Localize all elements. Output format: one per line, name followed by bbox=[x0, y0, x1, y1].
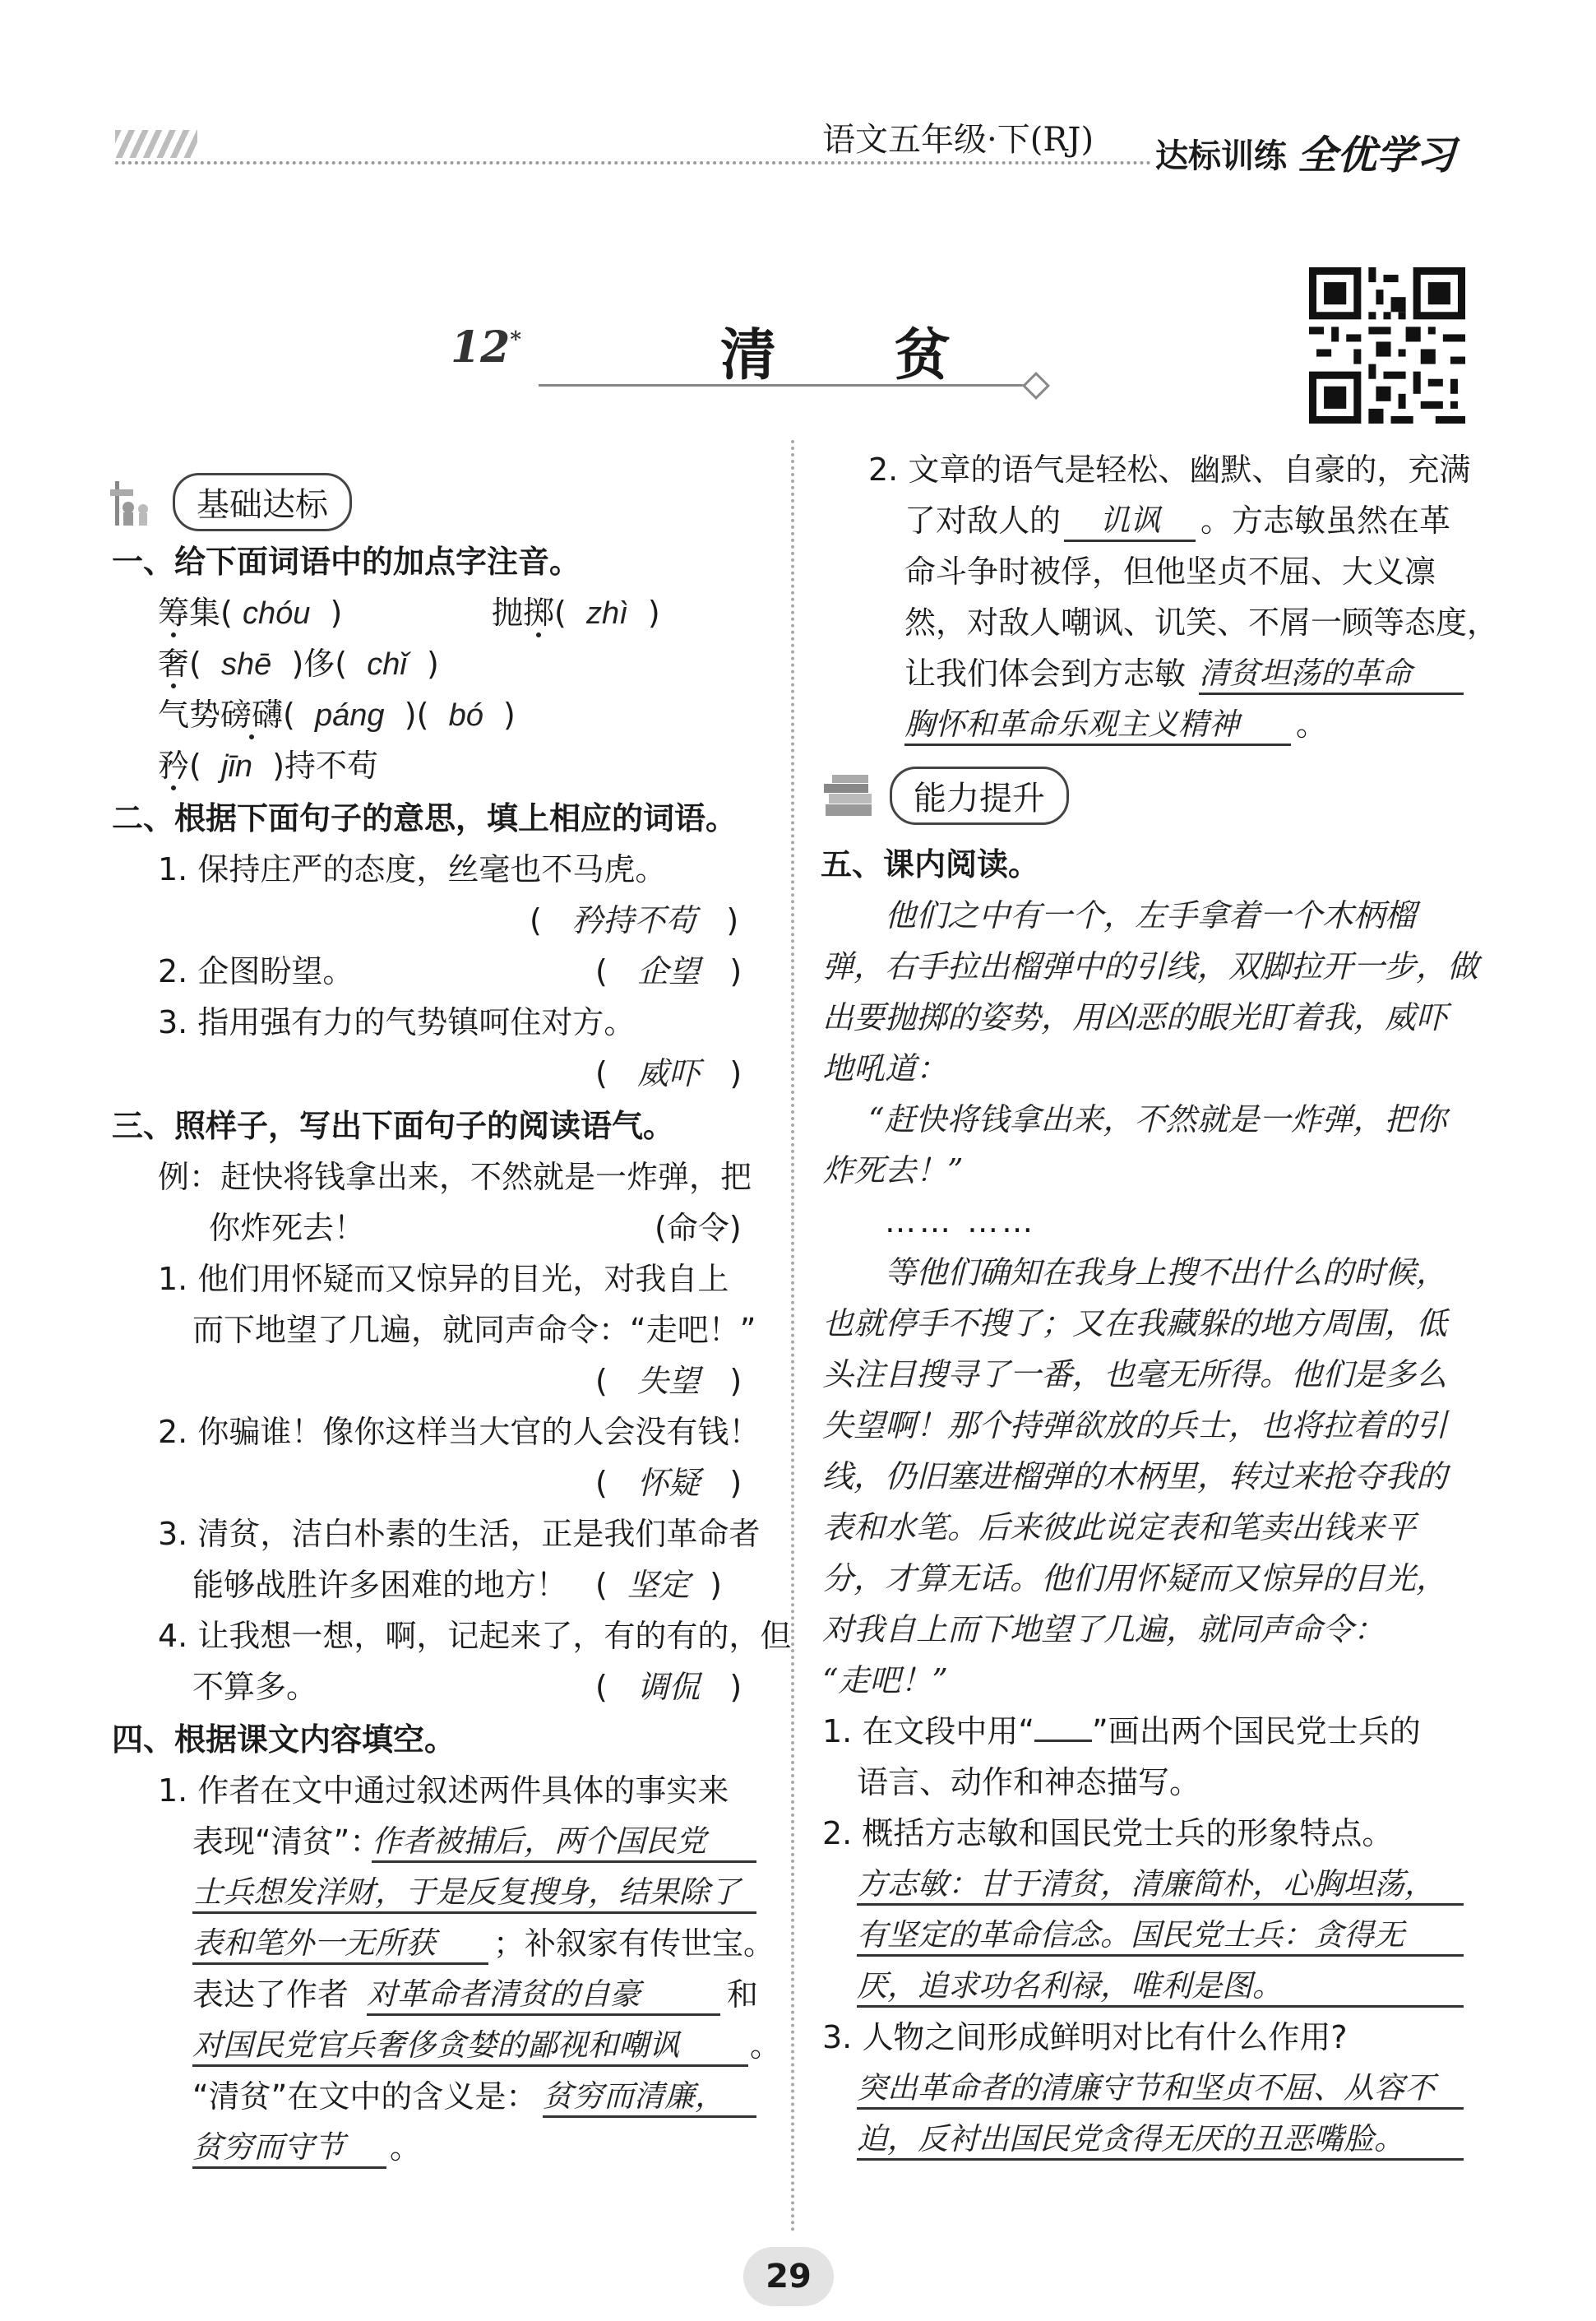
q5-ans3-line1: 突出革命者的清廉守节和坚贞不屈、从容不 bbox=[857, 2069, 1464, 2110]
q5-ans2-line2: 有坚定的革命信念。国民党士兵：贪得无 bbox=[857, 1916, 1464, 1957]
title-underline bbox=[539, 384, 1032, 387]
q4-item2-line2: 了对敌人的 bbox=[904, 503, 1062, 539]
q5-para2-line1: “赶快将钱拿出来，不然就是一炸弹，把你 bbox=[868, 1101, 1447, 1137]
underline-sample-blank bbox=[1034, 1740, 1092, 1742]
section-basic bbox=[104, 473, 352, 531]
q1-word1: 筹集( chóu ) bbox=[158, 595, 343, 631]
section-advanced-label: 能力提升 bbox=[890, 767, 1069, 825]
section-basic-label: 基础达标 bbox=[173, 473, 352, 531]
header-logo: 全优学习 bbox=[1298, 132, 1456, 178]
q5-ans2-line3: 厌，追求功名利禄，唯利是图。 bbox=[857, 1967, 1464, 2008]
q5-para3-line7: 分，才算无话。他们用怀疑而又惊异的目光， bbox=[822, 1560, 1448, 1596]
lesson-number: 12* bbox=[451, 322, 521, 373]
q4-fill3: 对国民党官兵奢侈贪婪的鄙视和嘲讽 bbox=[192, 2027, 748, 2067]
pencil-stand-icon bbox=[104, 478, 164, 527]
q4-fill6-line2: 胸怀和革命乐观主义精神 bbox=[904, 706, 1291, 746]
q1-answer3: shē bbox=[221, 647, 272, 682]
q1-answer1: chóu bbox=[242, 596, 311, 631]
section-advanced bbox=[821, 767, 1069, 825]
q4-fill1-line1: 作者被捕后，两个国民党 bbox=[372, 1823, 756, 1863]
q2-answer1: ( 矜持不苟 ) bbox=[530, 902, 739, 938]
books-icon bbox=[821, 771, 881, 821]
q2-item3: 3. 指用强有力的气势镇呵住对方。 bbox=[158, 1004, 636, 1040]
q1-word3: 奢( shē )侈( chǐ ) bbox=[158, 646, 439, 682]
q5-para2-line2: 炸死去！” bbox=[822, 1152, 964, 1188]
q5-ans2-line1: 方志敏：甘于清贫，清廉简朴，心胸坦荡， bbox=[857, 1865, 1464, 1906]
q5-para3-line2: 也就停手不搜了；又在我藏躲的地方周围，低 bbox=[822, 1305, 1448, 1341]
title-diamond-icon bbox=[1022, 372, 1050, 400]
q5-para1-line3: 出要抛掷的姿势，用凶恶的眼光盯着我，威吓 bbox=[822, 999, 1448, 1035]
qr-code-icon bbox=[1309, 267, 1465, 424]
q5-para1-line2: 弹，右手拉出榴弹中的引线，双脚拉开一步，做 bbox=[822, 948, 1479, 984]
header-dotted-rule bbox=[115, 161, 1151, 164]
header-badge: 达标训练 bbox=[1155, 137, 1287, 175]
q4-item2-line3: 命斗争时被俘，但他坚贞不屈、大义凛 bbox=[904, 554, 1436, 590]
q4-text6: 。 bbox=[750, 2027, 782, 2064]
q4-title: 四、根据课文内容填空。 bbox=[112, 1721, 456, 1758]
q3-item3-line1: 3. 清贫，洁白朴素的生活，正是我们革命者 bbox=[158, 1516, 761, 1552]
q2-title: 二、根据下面句子的意思，填上相应的词语。 bbox=[112, 800, 738, 836]
q4-item2-line1: 2. 文章的语气是轻松、幽默、自豪的，充满 bbox=[868, 452, 1471, 488]
q3-item4-line2: 不算多。 bbox=[192, 1669, 318, 1705]
q3-answer1: ( 失望 ) bbox=[595, 1363, 742, 1399]
q3-item4-line1: 4. 让我想一想，啊，记起来了，有的有的，但 bbox=[158, 1618, 792, 1654]
q2-answer2: ( 企望 ) bbox=[595, 953, 742, 989]
q4-text1: 1. 作者在文中通过叙述两件具体的事实来 bbox=[158, 1772, 729, 1809]
q5-para3-line5: 线，仍旧塞进榴弹的木柄里，转过来抢夺我的 bbox=[822, 1458, 1448, 1494]
q1-answer2: zhì bbox=[586, 596, 628, 631]
header-decoration-stripes bbox=[115, 130, 197, 158]
q4-text7: “清贫”在文中的含义是： bbox=[192, 2078, 538, 2115]
q4-fill2: 对革命者清贫的自豪 bbox=[367, 1976, 720, 2016]
q1-word5: 矜( jīn )持不苟 bbox=[158, 748, 379, 784]
q1-word4: 气势磅礴( páng )( bó ) bbox=[158, 697, 516, 733]
q5-sub3: 3. 人物之间形成鲜明对比有什么作用? bbox=[822, 2019, 1348, 2055]
q4-fill5: 讥讽 bbox=[1064, 502, 1196, 542]
q1-answer6: bó bbox=[448, 698, 483, 733]
header-subject: 语文五年级·下(RJ) bbox=[822, 121, 1094, 159]
q3-example-tone: (命令) bbox=[655, 1210, 742, 1246]
q4-fill1-line2: 士兵想发洋财，于是反复搜身，结果除了 bbox=[192, 1874, 756, 1914]
q5-para1-line4: 地吼道： bbox=[822, 1050, 948, 1086]
q4-text5: 和 bbox=[727, 1976, 759, 2013]
q5-sub1-line2: 语言、动作和神态描写。 bbox=[857, 1764, 1201, 1800]
q4-text2: 表现“清贫”： bbox=[192, 1823, 382, 1860]
q4-item2-line5: 让我们体会到方志敏 bbox=[904, 656, 1187, 692]
q5-title: 五、课内阅读。 bbox=[821, 846, 1040, 883]
q5-sub2: 2. 概括方志敏和国民党士兵的形象特点。 bbox=[822, 1815, 1394, 1851]
q4-text4: 表达了作者 bbox=[192, 1976, 349, 2013]
q5-para1-line1: 他们之中有一个，左手拿着一个木柄榴 bbox=[885, 897, 1417, 933]
q4-text3: ；补叙家有传世宝。 bbox=[493, 1925, 775, 1962]
q3-item1-line1: 1. 他们用怀疑而又惊异的目光，对我自上 bbox=[158, 1261, 729, 1297]
q4-fill6-line1: 清贫坦荡的革命 bbox=[1199, 655, 1464, 695]
column-divider bbox=[791, 440, 794, 2233]
lesson-title: 清 贫 bbox=[720, 322, 1000, 388]
q2-item2: 2. 企图盼望。 bbox=[158, 953, 354, 989]
q3-item1-line2: 而下地望了几遍，就同声命令：“走吧！” bbox=[192, 1312, 756, 1348]
q1-answer4: chǐ bbox=[367, 647, 407, 682]
q3-item3-line2: 能够战胜许多困难的地方！ bbox=[192, 1567, 568, 1603]
q1-title: 一、给下面词语中的加点字注音。 bbox=[112, 544, 581, 580]
q5-para3-line3: 头注目搜寻了一番，也毫无所得。他们是多么 bbox=[822, 1356, 1448, 1392]
q4-text8: 。 bbox=[390, 2129, 422, 2166]
q3-answer2: ( 怀疑 ) bbox=[595, 1465, 742, 1501]
q5-ellipsis: …… …… bbox=[885, 1203, 1037, 1239]
q3-example-line1: 例：赶快将钱拿出来，不然就是一炸弹，把 bbox=[158, 1159, 752, 1195]
q2-item1: 1. 保持庄严的态度，丝毫也不马虎。 bbox=[158, 851, 667, 887]
q3-title: 三、照样子，写出下面句子的阅读语气。 bbox=[112, 1108, 675, 1144]
q4-fill4-line2: 贫穷而守节 bbox=[192, 2129, 386, 2169]
q5-para3-line1: 等他们确知在我身上搜不出什么的时候， bbox=[885, 1254, 1448, 1290]
q4-fill1-line3: 表和笔外一无所获 bbox=[192, 1925, 488, 1965]
q4-item2-end: 。 bbox=[1296, 706, 1328, 743]
q4-item2-line4: 然，对敌人嘲讽、讥笑、不屑一顾等态度， bbox=[904, 605, 1499, 641]
page-number: 29 bbox=[743, 2247, 834, 2306]
q1-word2: 抛掷( zhì ) bbox=[492, 595, 660, 631]
q1-answer5: páng bbox=[315, 698, 385, 733]
q5-para3-line9: “走吧！” bbox=[822, 1662, 948, 1698]
q3-example-line2: 你炸死去！ bbox=[209, 1210, 366, 1246]
q5-para3-line4: 失望啊！那个持弹欲放的兵士，也将拉着的引 bbox=[822, 1407, 1448, 1443]
q3-answer3: ( 坚定 ) bbox=[595, 1567, 722, 1603]
q4-item2-line2b: 。方志敏虽然在革 bbox=[1200, 503, 1451, 539]
q5-sub1-line1: 1. 在文段中用“ ”画出两个国民党士兵的 bbox=[822, 1713, 1421, 1749]
q1-answer7: jīn bbox=[221, 749, 253, 784]
q5-para3-line6: 表和水笔。后来彼此说定表和笔卖出钱来平 bbox=[822, 1509, 1417, 1545]
q3-item2: 2. 你骗谁！像你这样当大官的人会没有钱！ bbox=[158, 1414, 761, 1450]
q4-fill4-line1: 贫穷而清廉， bbox=[543, 2078, 756, 2118]
q5-ans3-line2: 迫，反衬出国民党贪得无厌的丑恶嘴脸。 bbox=[857, 2120, 1464, 2161]
q2-answer3: ( 威吓 ) bbox=[595, 1055, 742, 1091]
q3-answer4: ( 调侃 ) bbox=[595, 1669, 742, 1705]
q5-para3-line8: 对我自上而下地望了几遍，就同声命令： bbox=[822, 1611, 1386, 1647]
